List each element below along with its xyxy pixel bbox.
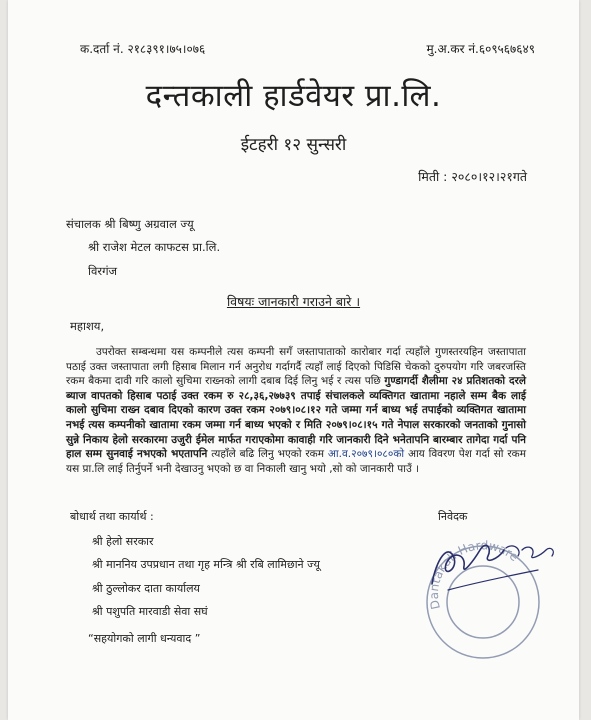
body-text-bold: गुण्डागर्दी शैलीमा २४ प्रतिशतको दरले ब्याज वापतको हिसाब पठाई उक्त रकम रु २८,३६,२७७३९ तपाई संचालकले व्यक्तिगत खातामा नहाले सम्म बैक लाई कालो सुचिमा राख्न दबाव दिएको कारण उक्त रकम २०७९।०८।१२ गते जम्मा गर्न बाध्य भई तपाईको व्यक्तिगत खातामा नभई त्यस कम्पनीको खातामा रकम जम्मा गर्न बाध्य भएको र मिति २०७९।०८।१५ गते नेपाल सरकारको जनताको गुनासो सुन्ने निकाय हेलो सरकारमा उजुरी ईमेल मार्फत गराएकोमा कावाही गरि जानकारी दिने भनेतापनि बारम्बार तागेदा गर्दा पनि हाल सम्म सुनवाई नभएको भएतापनि <box>66 375 526 461</box>
body-text-1: उपरोक्त सम्बन्धमा यस कम्पनीले त्यस कम्पनी सगँ जस्तापाताको कारोबार गर्दा त्यहाँले गुणस्तरयहिन जस्तापाता पठाई उक्त जस्तापाता लगी हिसाब मिलान गर्न अनुरोध गर्दागर्दै त्यहाँ लाई दिएको पिडिसि चेकको दुरुपयोग गरि जबरजस्ति रकम बैकमा दावी गरि कालो सुचिमा राख्नको लागी दबाब दिई लिनु भई र त्यस पछि <box>66 346 526 388</box>
body-text-highlight: आ.व.२०७९।०८०को <box>327 448 405 461</box>
letter-date: मिती : २०८०।१२।२१गते <box>418 169 527 184</box>
subject-line <box>8 293 579 310</box>
recipient-line-3: विरगंज <box>88 264 118 278</box>
body-text-3: आय विवरण पेश गर्दा सो रकम यस प्रा.लि लाई तिर्नुपर्ने भनी देखाउनु भएको छ वा निकाली खानु भयो ,सो को जानकारी पाउँ । <box>66 448 526 475</box>
recipient-line-2: श्री राजेश मेटल काफटस प्रा.लि. <box>88 240 221 254</box>
stamp-text: Dantakali Hardware <box>426 538 522 611</box>
letter-body <box>66 345 526 476</box>
company-address: ईटहरी १२ सुन्सरी <box>240 135 347 155</box>
subject-text: विषयः जानकारी गराउने बारे । <box>226 294 361 309</box>
recipient-line-1: संचालक श्री बिष्णु अग्रवाल ज्यू <box>66 217 194 231</box>
body-text-2: त्यहाँले बढि लिनु भएको रकम <box>211 448 325 461</box>
signature <box>418 520 568 600</box>
registration-number: क.दर्ता नं. २१८३९१।७५।०७६ <box>80 42 206 56</box>
pan-number: मु.अ.कर नं.६०९५६७६४९ <box>426 42 535 56</box>
cc-item: श्री हेलो सरकार <box>92 535 154 548</box>
company-name: दन्तकाली हार्डवेयर प्रा.लि. <box>145 78 442 114</box>
info-label: बोधार्थ तथा कार्यार्थ : <box>70 510 154 523</box>
letter-page <box>8 0 579 720</box>
cc-item: श्री पशुपति मारवाडी सेवा सघं <box>92 605 208 618</box>
salutation: महाशय, <box>70 319 105 333</box>
thanks-note: “सहयोगको लागी धन्यवाद ” <box>88 632 201 645</box>
cc-item: श्री माननिय उपप्रधान तथा गृह मन्त्रि श्री रबि लामिछाने ज्यू <box>92 558 320 571</box>
signer-label: निवेदक <box>438 510 468 523</box>
cc-item: श्री ठुल्लोकर दाता कार्यालय <box>92 582 200 595</box>
